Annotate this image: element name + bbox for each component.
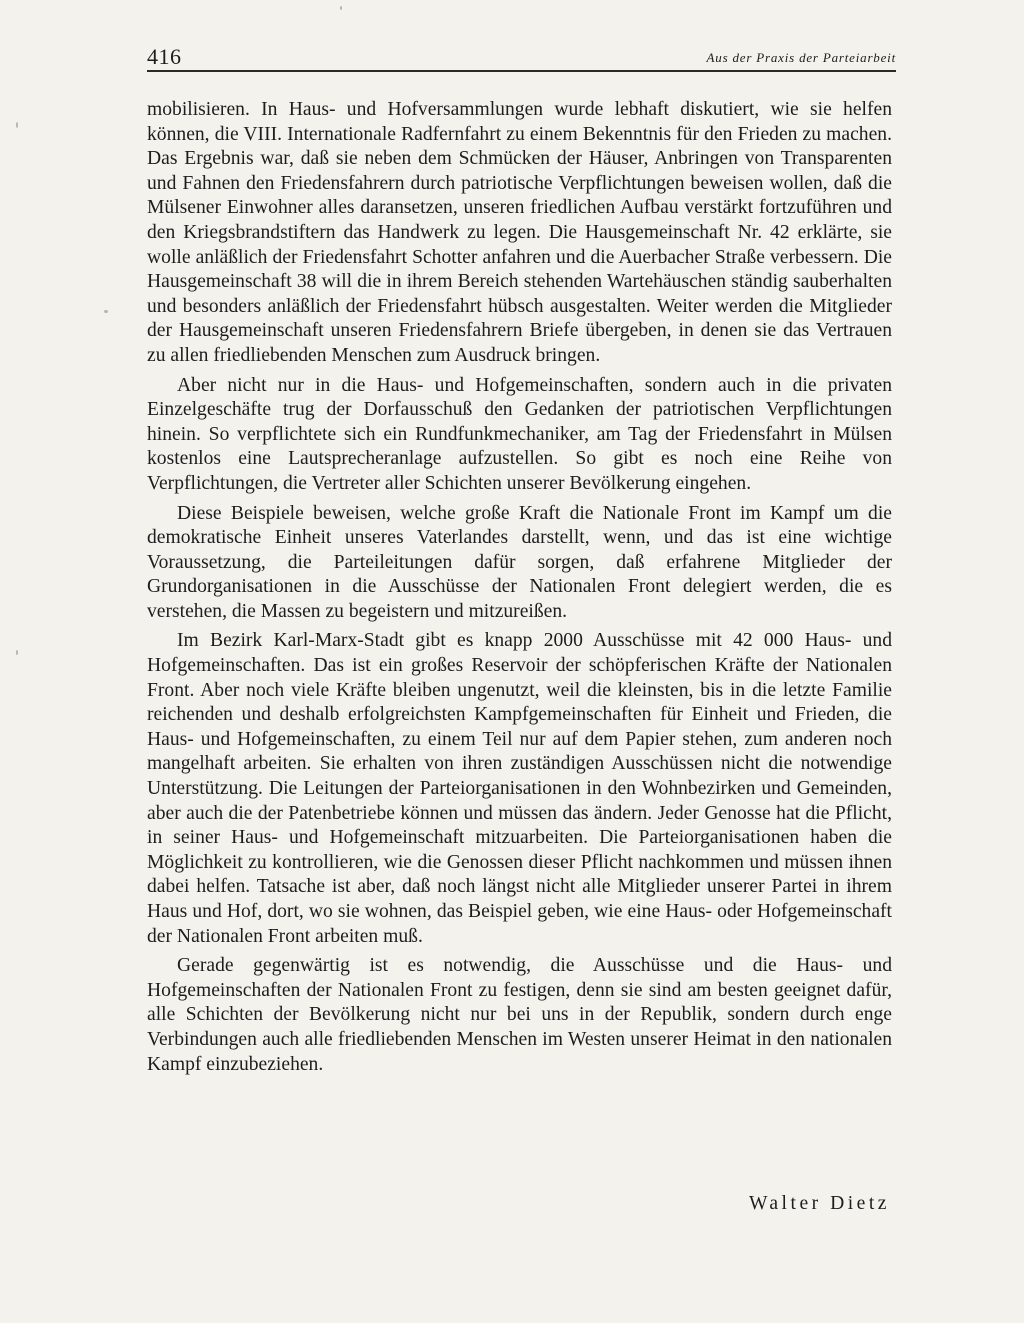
paragraph: Aber nicht nur in die Haus- und Hofgemeinschaften, sondern auch in die privaten Einzelgeschäfte trug der Dorfausschuß den Gedanken der patriotischen Verpflichtungen hinein. So verpflichtete sich ein Rundfunkmechaniker, am Tag der Friedensfahrt in Mülsen kostenlos eine Lautsprecheranlage aufzustellen. So gibt es noch eine Reihe von Verpflichtungen, die Vertreter aller Schichten unserer Bevölkerung eingehen. — [147, 374, 892, 494]
page-number: 416 — [147, 44, 182, 69]
paragraph: Im Bezirk Karl-Marx-Stadt gibt es knapp 2000 Ausschüsse mit 42 000 Haus- und Hofgemeinschaften. Das ist ein großes Reservoir der schöpferischen Kräfte der Nationalen Front. Aber noch viele Kräfte bleiben ungenutzt, weil die kleinsten, bis in die letzte Familie reichenden und deshalb erfolgreichsten Kampfgemeinschaften für Einheit und Frieden, die Haus- und Hofgemeinschaften, zu einem Teil nur auf dem Papier stehen, zum anderen noch mangelhaft arbeiten. Sie erhalten von ihren zuständigen Ausschüssen nicht die notwendige Unterstützung. Die Leitungen der Parteiorganisationen in den Wohnbezirken und Gemeinden, aber auch die der Patenbetriebe können und müssen das ändern. Jeder Genosse hat die Pflicht, in seiner Haus- und Hofgemeinschaft mitzuarbeiten. Die Parteiorganisationen haben die Möglichkeit zu kontrollieren, wie die Genossen dieser Pflicht nachkommen und müssen ihnen dabei helfen. Tatsache ist aber, daß noch längst nicht alle Mitglieder unserer Partei in ihrem Haus und Hof, dort, wo sie wohnen, das Beispiel geben, wie eine Haus- oder Hofgemeinschaft der Nationalen Front arbeiten muß. — [147, 630, 892, 947]
author-signature: Walter Dietz — [748, 1193, 890, 1214]
paragraph: mobilisieren. In Haus- und Hofversammlungen wurde lebhaft diskutiert, wie sie helfen können, die VIII. Internationale Radfernfahrt zu einem Bekenntnis für den Frieden zu machen. Das Ergebnis war, daß sie neben dem Schmücken der Häuser, Anbringen von Transparenten und Fahnen den Friedensfahrern durch patriotische Verpflichtungen beweisen wollen, daß die Mülsener Einwohner alles daransetzen, unseren friedlichen Aufbau verstärkt fortzuführen und den Kriegsbrandstiftern das Handwerk zu legen. Die Hausgemeinschaft Nr. 42 erklärte, sie wolle anläßlich der Friedensfahrt Schotter anfahren und die Auerbacher Straße verbessern. Die Hausgemeinschaft 38 will die in ihrem Bereich stehenden Wartehäuschen ständig sauberhalten und besonders anläßlich der Friedensfahrt hübsch ausgestalten. Weiter werden die Mitglieder der Hausgemeinschaft unseren Friedensfahrern Briefe übergeben, in denen sie das Vertrauen zu allen friedliebenden Menschen zum Ausdruck bringen. — [147, 99, 892, 366]
print-speck — [16, 650, 18, 655]
print-speck — [104, 310, 108, 313]
article-body — [147, 98, 892, 1082]
print-speck — [340, 6, 342, 10]
page-header — [147, 44, 896, 72]
paragraph: Diese Beispiele beweisen, welche große Kraft die Nationale Front im Kampf um die demokratische Einheit unseres Vaterlandes darstellt, wenn, und das ist eine wichtige Voraussetzung, die Parteileitungen dafür sorgen, daß erfahrene Mitglieder der Grundorganisationen in die Ausschüsse der Nationalen Front delegiert werden, die es verstehen, die Massen zu begeistern und mitzureißen. — [147, 502, 892, 622]
running-head: Aus der Praxis der Parteiarbeit — [706, 50, 896, 65]
print-speck — [16, 122, 18, 128]
paragraph: Gerade gegenwärtig ist es notwendig, die Ausschüsse und die Haus- und Hofgemeinschaften der Nationalen Front zu festigen, denn sie sind am besten geeignet dafür, alle Schichten der Bevölkerung nicht nur bei uns in der Republik, sondern durch enge Verbindungen auch alle friedliebenden Menschen im Westen unserer Heimat in den nationalen Kampf einzubeziehen. — [147, 955, 892, 1075]
